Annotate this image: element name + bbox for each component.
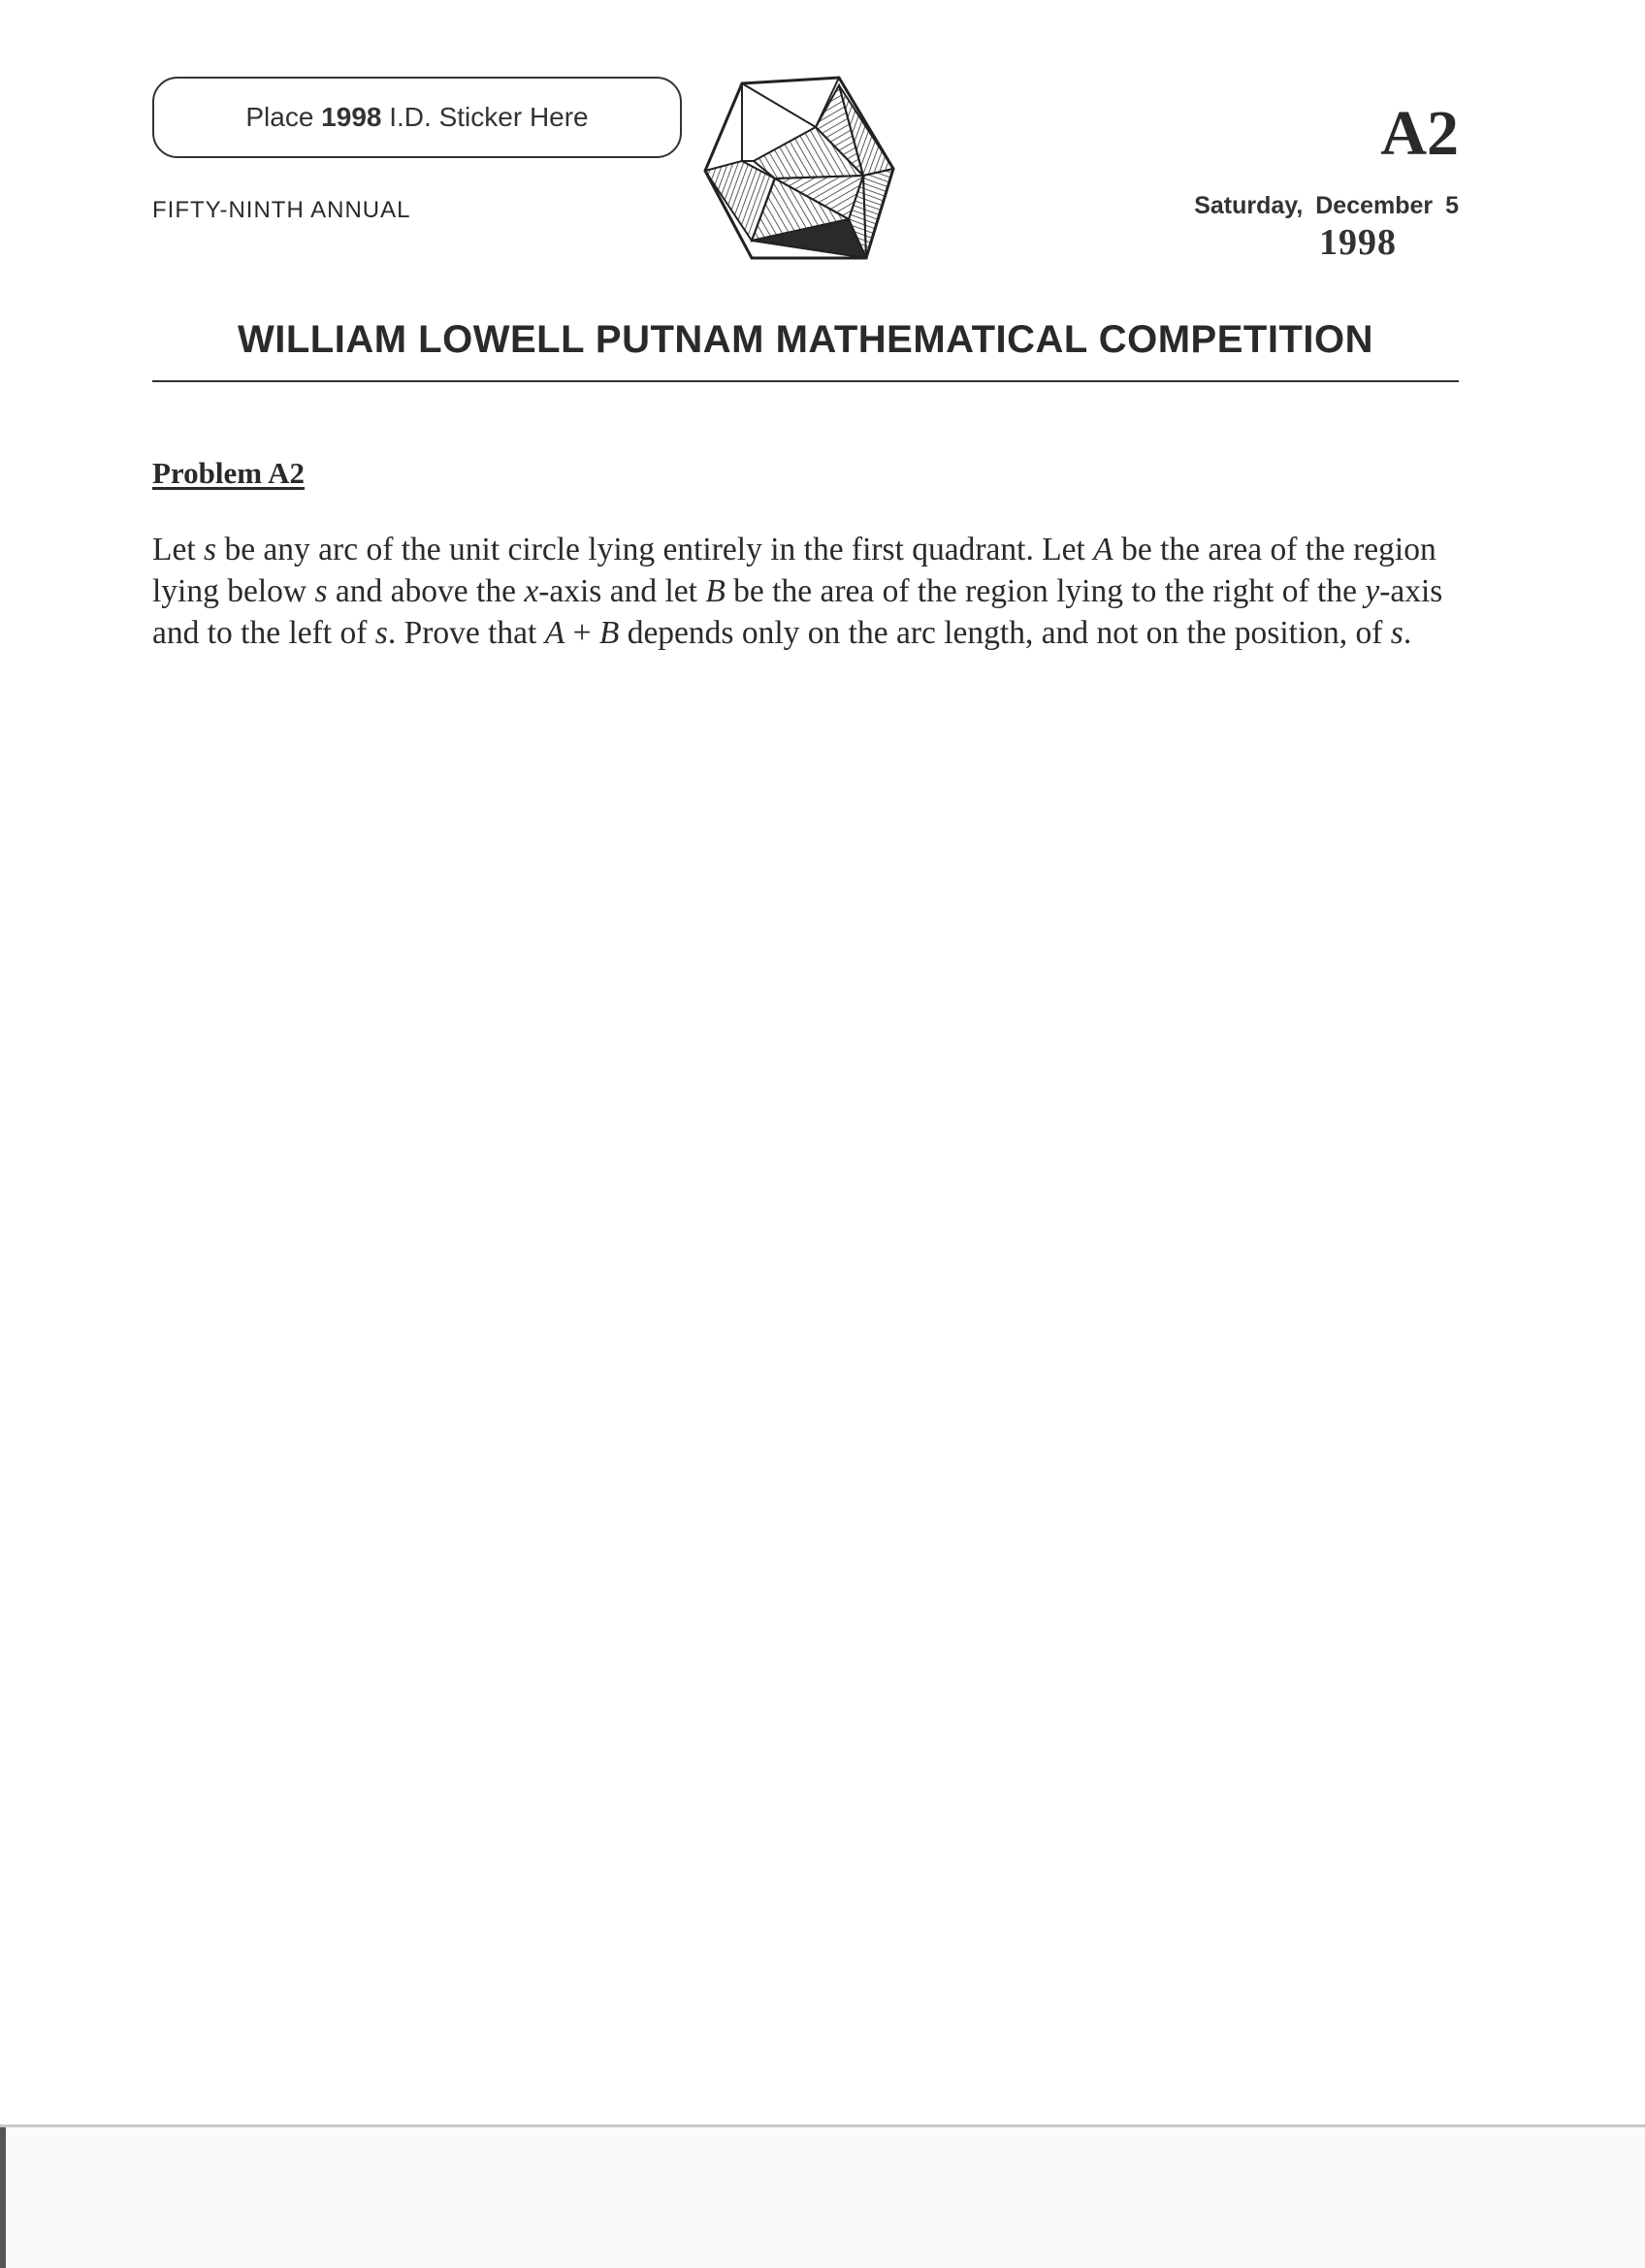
math-variable: s (204, 532, 217, 567)
problem-text-segment: be any arc of the unit circle lying entirely in the first quadrant. Let (216, 532, 1094, 567)
math-variable: A (1093, 532, 1113, 567)
math-variable: s (1390, 615, 1403, 651)
problem-text-segment: Let (152, 532, 205, 567)
problem-text-segment: + (564, 615, 599, 651)
math-variable: x (524, 573, 539, 609)
problem-text-segment: . Prove that (387, 615, 545, 651)
math-variable: A (544, 615, 565, 651)
problem-heading: Problem A2 (152, 456, 305, 490)
problem-text-segment: depends only on the arc length, and not on the position, of (619, 615, 1391, 651)
math-variable: s (314, 573, 328, 609)
page-bottom-sheet (6, 2127, 1645, 2268)
math-variable: y (1365, 573, 1380, 609)
math-variable: B (705, 573, 726, 609)
math-variable: s (374, 615, 388, 651)
problem-code: A2 (1380, 98, 1459, 169)
sticker-prefix: Place (245, 102, 314, 132)
problem-text-segment: . (1403, 615, 1412, 651)
math-variable: B (598, 615, 620, 651)
competition-title: WILLIAM LOWELL PUTNAM MATHEMATICAL COMPETITION (237, 318, 1373, 361)
sticker-year: 1998 (321, 102, 382, 132)
sticker-suffix: I.D. Sticker Here (389, 102, 589, 132)
annual-label: FIFTY-NINTH ANNUAL (152, 197, 411, 223)
exam-date: Saturday, December 5 (1194, 192, 1459, 219)
icosahedron-logo-icon (703, 74, 913, 262)
problem-text-segment: -axis and let (538, 573, 706, 609)
problem-text-segment: be the area of the region lying below (152, 532, 1436, 609)
problem-statement (152, 529, 1471, 654)
exam-year: 1998 (1319, 222, 1397, 263)
problem-text-segment: -axis and to the left of (152, 573, 1443, 651)
problem-text-segment: and above the (327, 573, 525, 609)
id-sticker-box (152, 77, 682, 158)
title-divider (152, 380, 1459, 382)
problem-text-segment: be the area of the region lying to the right of the (725, 573, 1366, 609)
